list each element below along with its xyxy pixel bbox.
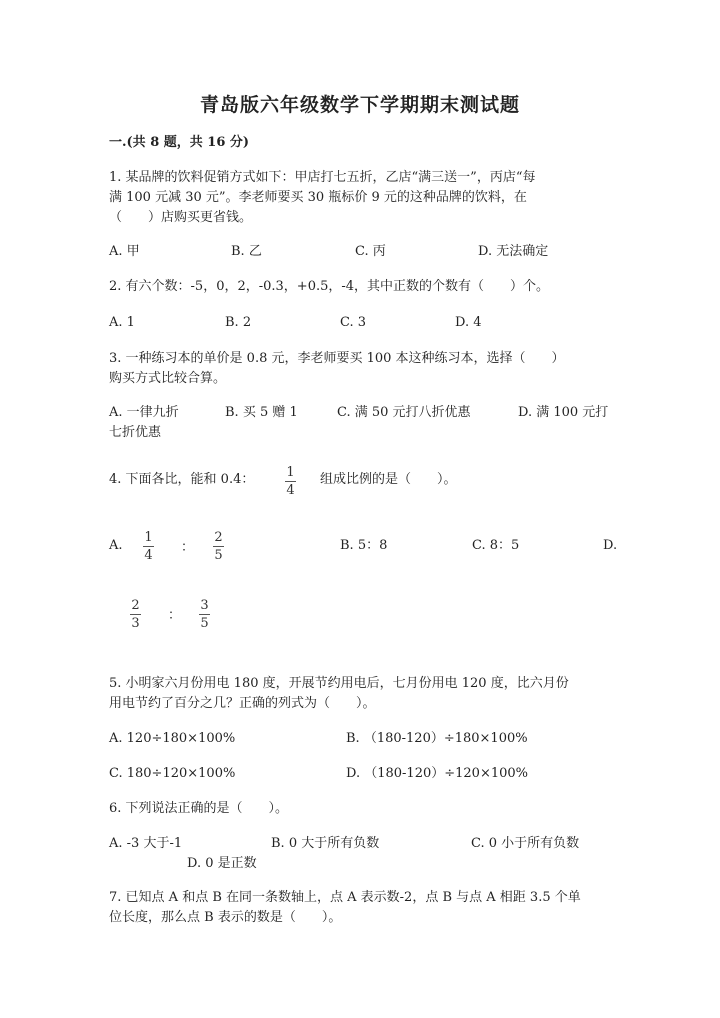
q4-option-d-colon: ： xyxy=(168,608,182,623)
q7-stem-line2: 位长度，那么点 B 表示的数是（ ）。 xyxy=(109,910,342,925)
fraction-numerator: 2 xyxy=(214,530,223,545)
fraction-bar xyxy=(130,614,141,615)
q1-stem-line3: （ ）店购买更省钱。 xyxy=(109,210,253,225)
q4-option-b: B. 5：8 xyxy=(340,538,388,553)
q3-option-d: D. 满 100 元打 xyxy=(518,405,609,420)
q6-option-b: B. 0 大于所有负数 xyxy=(271,836,380,851)
q3-option-d-continued: 七折优惠 xyxy=(109,425,162,440)
q6-option-c: C. 0 小于所有负数 xyxy=(471,836,580,851)
q1-option-b: B. 乙 xyxy=(231,244,262,259)
fraction-denominator: 4 xyxy=(144,548,153,563)
q4-option-d-fraction-2 xyxy=(199,598,210,631)
q3-stem-line2: 购买方式比较合算。 xyxy=(109,371,227,386)
fraction-denominator: 5 xyxy=(214,548,223,563)
q3-option-b: B. 买 5 赠 1 xyxy=(225,405,298,420)
fraction-denominator: 5 xyxy=(200,616,209,631)
fraction-bar xyxy=(285,481,296,482)
q1-option-c: C. 丙 xyxy=(355,244,386,259)
page-title: 青岛版六年级数学下学期期末测试题 xyxy=(199,94,520,116)
q5-stem-line1: 5. 小明家六月份用电 180 度，开展节约用电后，七月份用电 120 度，比六月份 xyxy=(109,676,569,691)
q6-option-d: D. 0 是正数 xyxy=(187,856,257,871)
q4-option-a-colon: ： xyxy=(181,540,195,555)
q2-stem: 2. 有六个数：-5，0，2，-0.3，+0.5，-4，其中正数的个数有（ ）个。 xyxy=(109,279,550,294)
q5-option-b: B. （180-120）÷180×100% xyxy=(346,731,528,746)
q4-option-d-label: D. xyxy=(603,538,618,553)
q3-stem-line1: 3. 一种练习本的单价是 0.8 元，李老师要买 100 本这种练习本，选择（ ） xyxy=(109,351,565,366)
fraction-bar xyxy=(143,546,154,547)
q4-stem-fraction xyxy=(285,465,296,498)
q2-option-c: C. 3 xyxy=(340,315,367,330)
q4-option-a-fraction-1 xyxy=(143,530,154,563)
q7-stem-line1: 7. 已知点 A 和点 B 在同一条数轴上，点 A 表示数-2，点 B 与点 A 相距 3.5 个单 xyxy=(109,890,581,905)
fraction-numerator: 2 xyxy=(131,598,140,613)
q5-option-a: A. 120÷180×100% xyxy=(109,731,236,746)
q1-stem-line2: 满 100 元减 30 元”。李老师要买 30 瓶标价 9 元的这种品牌的饮料，在 xyxy=(109,190,527,205)
q4-stem-before: 4. 下面各比，能和 0.4： xyxy=(109,472,255,487)
q5-stem-line2: 用电节约了百分之几？正确的列式为（ ）。 xyxy=(109,696,376,711)
q2-option-d: D. 4 xyxy=(455,315,482,330)
q4-option-a-label: A. xyxy=(109,538,123,553)
q5-option-d: D. （180-120）÷120×100% xyxy=(346,766,529,781)
fraction-numerator: 1 xyxy=(286,465,295,480)
fraction-numerator: 1 xyxy=(144,530,153,545)
q3-option-c: C. 满 50 元打八折优惠 xyxy=(337,405,471,420)
q2-option-b: B. 2 xyxy=(225,315,252,330)
section-header: 一.(共 8 题，共 16 分) xyxy=(109,135,250,150)
fraction-bar xyxy=(199,614,210,615)
q3-option-a: A. 一律九折 xyxy=(109,405,179,420)
fraction-numerator: 3 xyxy=(200,598,209,613)
q5-option-c: C. 180÷120×100% xyxy=(109,766,236,781)
q4-option-a-fraction-2 xyxy=(213,530,224,563)
q4-option-d-fraction-1 xyxy=(130,598,141,631)
q1-option-d: D. 无法确定 xyxy=(478,244,549,259)
q4-stem-after: 组成比例的是（ ）。 xyxy=(320,472,457,487)
fraction-denominator: 3 xyxy=(131,616,140,631)
q4-option-c: C. 8：5 xyxy=(472,538,520,553)
fraction-denominator: 4 xyxy=(286,483,295,498)
fraction-bar xyxy=(213,546,224,547)
q6-option-a: A. -3 大于-1 xyxy=(109,836,183,851)
q2-option-a: A. 1 xyxy=(109,315,135,330)
q1-stem-line1: 1. 某品牌的饮料促销方式如下：甲店打七五折，乙店“满三送一”，丙店“每 xyxy=(109,170,536,185)
q1-option-a: A. 甲 xyxy=(109,244,140,259)
q6-stem: 6. 下列说法正确的是（ ）。 xyxy=(109,801,289,816)
